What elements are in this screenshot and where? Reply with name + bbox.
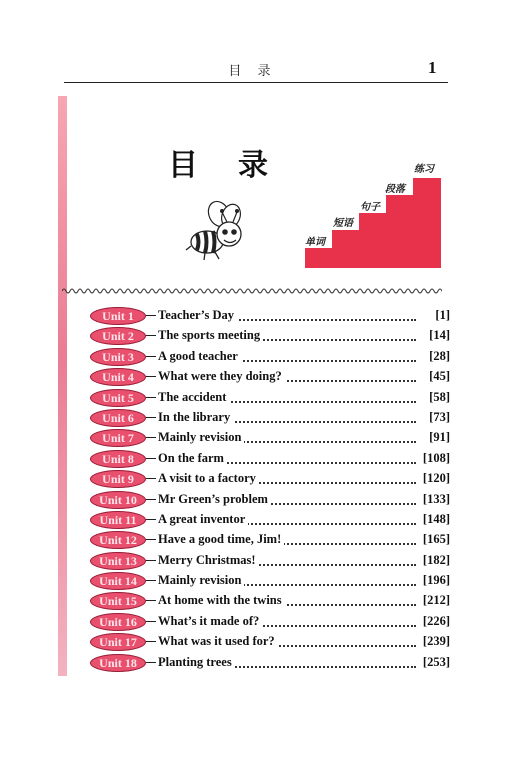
toc-page: [91] bbox=[429, 430, 450, 445]
toc-title: Mr Green’s problem bbox=[158, 492, 271, 507]
bee-icon bbox=[185, 200, 255, 262]
toc-title: A good teacher bbox=[158, 349, 241, 364]
unit-badge: Unit 1 bbox=[90, 307, 146, 325]
toc-page: [182] bbox=[422, 552, 450, 567]
dash-separator bbox=[146, 458, 156, 459]
contents-title-char-1: 目 bbox=[168, 148, 198, 183]
toc-row bbox=[90, 326, 450, 346]
dash-separator bbox=[146, 437, 156, 438]
dash-separator bbox=[146, 519, 156, 520]
toc-row bbox=[90, 388, 450, 408]
toc-page: [148] bbox=[422, 511, 450, 526]
toc-title: Mainly revision bbox=[158, 430, 244, 445]
stair-label-4: 段落 bbox=[385, 184, 405, 195]
unit-badge: Unit 18 bbox=[90, 654, 146, 672]
toc-title: The accident bbox=[158, 390, 229, 405]
dash-separator bbox=[146, 478, 156, 479]
unit-badge: Unit 2 bbox=[90, 327, 146, 345]
toc-title: The sports meeting bbox=[158, 328, 263, 343]
dash-separator bbox=[146, 662, 156, 663]
unit-badge: Unit 12 bbox=[90, 531, 146, 549]
unit-badge: Unit 3 bbox=[90, 348, 146, 366]
stair-label-3: 句子 bbox=[360, 202, 380, 213]
toc-page: [1] bbox=[435, 308, 450, 322]
dash-separator bbox=[146, 621, 156, 622]
dash-separator bbox=[146, 641, 156, 642]
unit-badge: Unit 11 bbox=[90, 511, 146, 529]
wavy-divider bbox=[62, 286, 442, 296]
unit-badge: Unit 5 bbox=[90, 389, 146, 407]
dash-separator bbox=[146, 417, 156, 418]
unit-badge: Unit 8 bbox=[90, 450, 146, 468]
toc-row bbox=[90, 530, 450, 550]
toc-page: [120] bbox=[422, 471, 450, 486]
unit-badge: Unit 4 bbox=[90, 368, 146, 386]
toc-title: A great inventor bbox=[158, 512, 248, 527]
toc-page: [108] bbox=[422, 450, 450, 465]
dash-separator bbox=[146, 335, 156, 336]
contents-title bbox=[168, 140, 268, 184]
toc-page: [14] bbox=[429, 328, 450, 343]
toc-title: Have a good time, Jim! bbox=[158, 532, 284, 547]
toc-page: [196] bbox=[422, 573, 450, 588]
dash-separator bbox=[146, 600, 156, 601]
toc-title: What was it used for? bbox=[158, 634, 278, 649]
toc-title: On the farm bbox=[158, 451, 227, 466]
toc-row bbox=[90, 408, 450, 428]
header-rule bbox=[64, 82, 448, 83]
toc-page: [165] bbox=[422, 532, 450, 547]
stair-label-1: 单词 bbox=[305, 237, 325, 248]
toc-page: [73] bbox=[429, 409, 450, 424]
toc-title: What’s it made of? bbox=[158, 614, 262, 629]
page-number: 1 bbox=[428, 58, 437, 77]
toc-title: What were they doing? bbox=[158, 369, 285, 384]
unit-badge: Unit 16 bbox=[90, 613, 146, 631]
stair-label-5: 练习 bbox=[414, 164, 434, 175]
toc-page: [226] bbox=[422, 613, 450, 628]
dash-separator bbox=[146, 539, 156, 540]
toc-row bbox=[90, 428, 450, 448]
toc-row bbox=[90, 469, 450, 489]
toc-page: [253] bbox=[422, 654, 450, 669]
unit-badge: Unit 17 bbox=[90, 633, 146, 651]
toc-title: In the library bbox=[158, 410, 233, 425]
table-of-contents bbox=[90, 306, 450, 673]
stair-label-2: 短语 bbox=[333, 218, 353, 229]
unit-badge: Unit 7 bbox=[90, 429, 146, 447]
unit-badge: Unit 13 bbox=[90, 552, 146, 570]
toc-row bbox=[90, 632, 450, 652]
dash-separator bbox=[146, 397, 156, 398]
toc-title: At home with the twins bbox=[158, 593, 285, 608]
toc-row bbox=[90, 449, 450, 469]
toc-page: [58] bbox=[429, 389, 450, 404]
pink-side-bar bbox=[58, 96, 67, 676]
unit-badge: Unit 6 bbox=[90, 409, 146, 427]
dash-separator bbox=[146, 560, 156, 561]
unit-badge: Unit 15 bbox=[90, 592, 146, 610]
dash-separator bbox=[146, 499, 156, 500]
toc-title: Teacher’s Day bbox=[158, 308, 237, 323]
toc-row bbox=[90, 510, 450, 530]
contents-title-char-2: 录 bbox=[238, 148, 268, 183]
toc-page: [45] bbox=[429, 369, 450, 384]
unit-badge: Unit 10 bbox=[90, 491, 146, 509]
toc-title: Planting trees bbox=[158, 655, 235, 670]
toc-page: [133] bbox=[422, 491, 450, 506]
unit-badge: Unit 14 bbox=[90, 572, 146, 590]
toc-title: Merry Christmas! bbox=[158, 553, 259, 568]
dash-separator bbox=[146, 376, 156, 377]
dash-separator bbox=[146, 315, 156, 316]
unit-badge: Unit 9 bbox=[90, 470, 146, 488]
toc-title: Mainly revision bbox=[158, 573, 244, 588]
toc-title: A visit to a factory bbox=[158, 471, 259, 486]
toc-row bbox=[90, 653, 450, 673]
toc-page: [28] bbox=[429, 348, 450, 363]
toc-page: [239] bbox=[422, 634, 450, 649]
toc-row bbox=[90, 571, 450, 591]
toc-page: [212] bbox=[422, 593, 450, 608]
toc-row bbox=[90, 612, 450, 632]
toc-row bbox=[90, 490, 450, 510]
toc-row bbox=[90, 551, 450, 571]
dash-separator bbox=[146, 356, 156, 357]
running-header-title: 目 录 bbox=[228, 64, 277, 79]
toc-row bbox=[90, 306, 450, 326]
toc-row bbox=[90, 591, 450, 611]
toc-row bbox=[90, 367, 450, 387]
stairs-graphic bbox=[305, 168, 445, 268]
toc-row bbox=[90, 347, 450, 367]
dash-separator bbox=[146, 580, 156, 581]
